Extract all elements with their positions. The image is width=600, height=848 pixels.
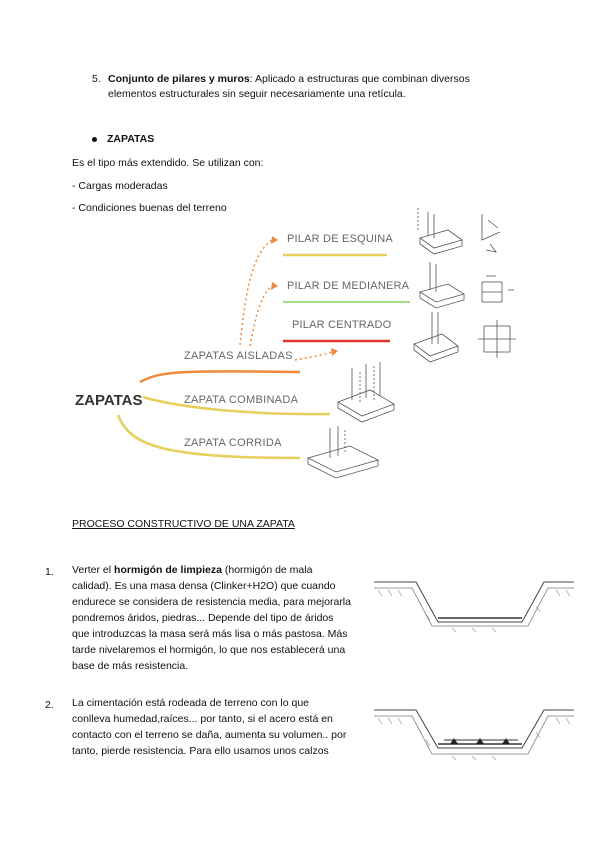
step1-line3: endurece se considera de resistencia media, para mejorarla xyxy=(72,596,351,608)
sketch-corrida-footing xyxy=(308,426,378,478)
arrow-centrado xyxy=(295,352,332,360)
label-corrida: ZAPATA CORRIDA xyxy=(184,437,282,449)
step2-number: 2. xyxy=(45,699,54,711)
label-combinada: ZAPATA COMBINADA xyxy=(184,394,299,406)
sketch-medianera-plan xyxy=(482,276,514,302)
step2-line2: conlleva humedad,raíces... por tanto, si el acero está en xyxy=(72,713,333,725)
zapatas-bullet-label: ZAPATAS xyxy=(107,133,155,145)
label-centrado: PILAR CENTRADO xyxy=(292,319,392,331)
sketch-medianera-footing xyxy=(420,262,464,308)
step2-line1: La cimentación está rodeada de terreno con lo que xyxy=(72,697,309,709)
intro-text: Es el tipo más extendido. Se utilizan con: xyxy=(72,157,264,169)
list-bold-term: Conjunto de pilares y muros xyxy=(108,73,250,85)
arrow-medianera xyxy=(250,286,272,346)
sketch-centrado-plan xyxy=(478,320,516,358)
process-title: PROCESO CONSTRUCTIVO DE UNA ZAPATA xyxy=(72,518,295,530)
sketch-esquina-plan xyxy=(482,214,500,252)
arrowhead-centrado xyxy=(331,348,338,356)
step1-line4: pondremos áridos, piedras... Depende del tipo de áridos xyxy=(72,612,334,624)
sketch-centrado-footing xyxy=(414,312,458,362)
diagram-root-label: ZAPATAS xyxy=(75,392,143,409)
step2-line3: contacto con el terreno se daña, aumenta su volumen.. por xyxy=(72,729,347,741)
step2-line4: tanto, pierde resistencia. Para ello usamos unos calzos xyxy=(72,745,329,757)
list-text-line1: : Aplicado a estructuras que combinan diversos xyxy=(249,73,470,85)
arrowhead-medianera xyxy=(271,282,278,290)
step1-line6: tarde nivelaremos el hormigón, lo que nos establecerá una xyxy=(72,644,346,656)
list-number: 5. xyxy=(92,73,101,85)
label-esquina: PILAR DE ESQUINA xyxy=(287,233,393,245)
step2-text xyxy=(72,695,352,759)
step1-line1: (hormigón de mala xyxy=(221,564,313,576)
excavation-illustration-1 xyxy=(372,570,576,632)
arrowhead-esquina xyxy=(271,236,278,244)
step1-number: 1. xyxy=(45,566,54,578)
label-medianera: PILAR DE MEDIANERA xyxy=(287,280,410,292)
arrow-esquina xyxy=(240,240,272,345)
sketch-esquina-footing xyxy=(418,208,462,254)
condition-2: - Condiciones buenas del terreno xyxy=(72,202,227,214)
step1-line7: base de más resistencia. xyxy=(72,660,189,672)
label-aisladas: ZAPATAS AISLADAS xyxy=(184,350,293,362)
list-text-line2: elementos estructurales sin seguir necesariamente una retícula. xyxy=(108,88,406,100)
step1-bold: hormigón de limpieza xyxy=(114,564,222,576)
condition-1: - Cargas moderadas xyxy=(72,180,168,192)
step1-text xyxy=(72,562,352,674)
step1-line5: que introduzcas la masa será más lisa o más pastosa. Más xyxy=(72,628,348,640)
sketch-combinada-footing xyxy=(338,362,394,422)
excavation-illustration-2 xyxy=(372,702,576,764)
rebar-spacers xyxy=(450,738,510,744)
branch-aisladas xyxy=(140,371,300,382)
step1-line2: calidad). Es una masa densa (Clinker+H2O) que cuando xyxy=(72,580,336,592)
step1-pre: Verter el xyxy=(72,564,115,576)
